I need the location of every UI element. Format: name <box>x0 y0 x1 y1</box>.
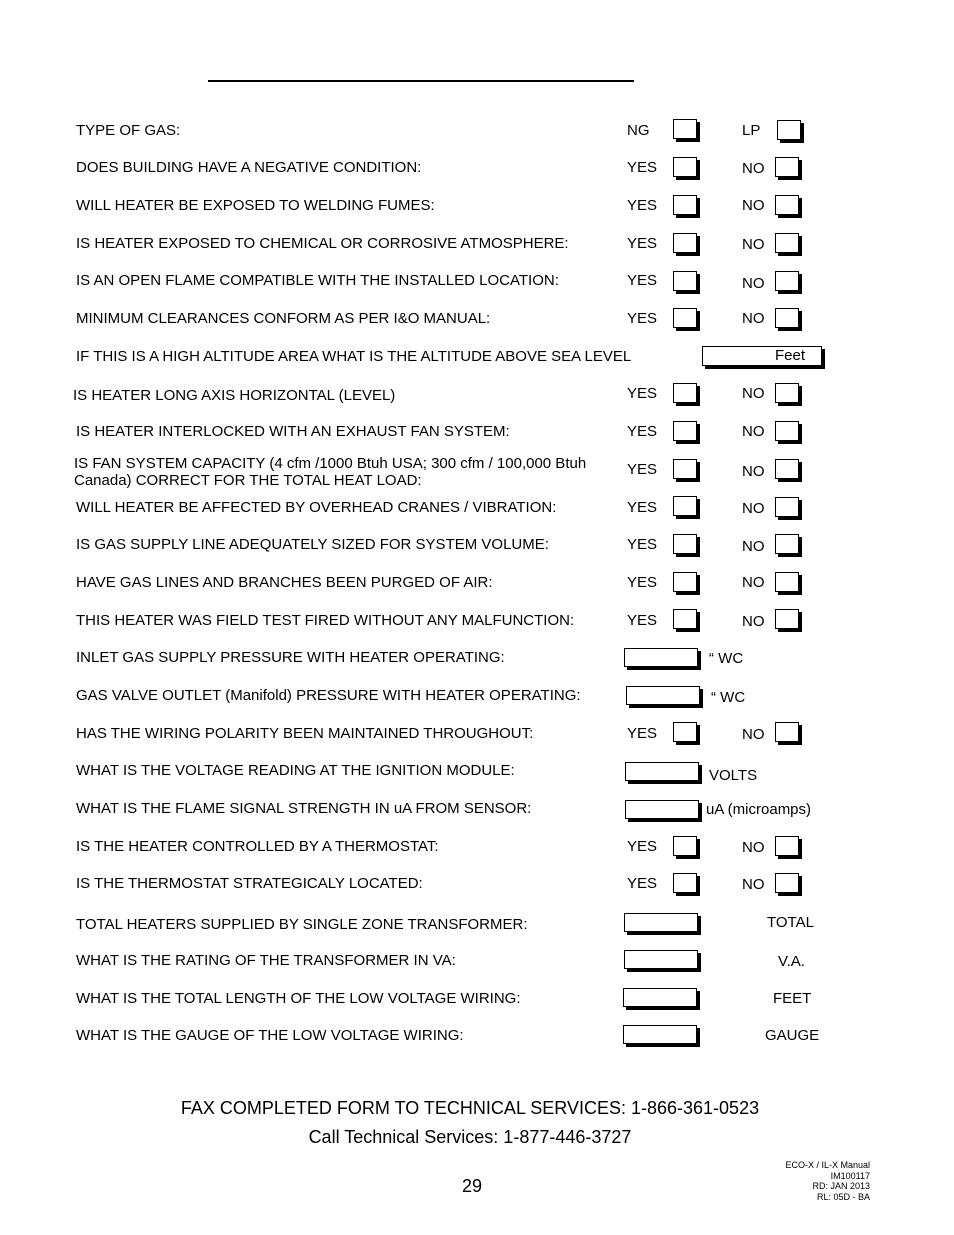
lp-checkbox[interactable] <box>777 120 801 140</box>
yes-checkbox[interactable] <box>673 271 697 291</box>
question-wiring-gauge: WHAT IS THE GAUGE OF THE LOW VOLTAGE WIRING: <box>76 1027 464 1044</box>
inlet-pressure-input[interactable] <box>624 648 698 667</box>
question-thermostat-location: IS THE THERMOSTAT STRATEGICALY LOCATED: <box>76 875 423 892</box>
question-flame-signal: WHAT IS THE FLAME SIGNAL STRENGTH IN uA FROM SENSOR: <box>76 800 532 817</box>
yes-label: YES <box>627 838 658 855</box>
altitude-input[interactable] <box>702 346 822 366</box>
question-negative-condition: DOES BUILDING HAVE A NEGATIVE CONDITION: <box>76 159 422 176</box>
no-label: NO <box>742 726 765 743</box>
yes-checkbox[interactable] <box>673 722 697 742</box>
yes-checkbox[interactable] <box>673 496 697 516</box>
option-ng-label: NG <box>627 122 650 139</box>
no-checkbox[interactable] <box>775 233 799 253</box>
yes-label: YES <box>627 159 658 176</box>
question-voltage: WHAT IS THE VOLTAGE READING AT THE IGNITION MODULE: <box>76 762 515 779</box>
question-outlet-pressure: GAS VALVE OUTLET (Manifold) PRESSURE WITH HEATER OPERATING: <box>76 687 581 704</box>
transformer-rating-input[interactable] <box>624 950 698 969</box>
no-checkbox[interactable] <box>775 722 799 742</box>
no-checkbox[interactable] <box>775 459 799 479</box>
yes-label: YES <box>627 310 658 327</box>
call-instruction: Call Technical Services: 1-877-446-3727 <box>308 1127 632 1147</box>
ng-checkbox[interactable] <box>673 119 697 139</box>
yes-label: YES <box>627 235 658 252</box>
wiring-length-unit: FEET <box>773 990 812 1007</box>
question-fan-capacity: IS FAN SYSTEM CAPACITY (4 cfm /1000 Btuh USA; 300 cfm / 100,000 Btuh Canada) CORRECT FOR THE TOTAL HEAT LOAD: <box>74 455 587 489</box>
yes-checkbox[interactable] <box>673 836 697 856</box>
no-label: NO <box>742 275 765 292</box>
yes-label: YES <box>627 461 658 478</box>
ref-line: RL: 05D - BA <box>816 1191 870 1202</box>
no-checkbox[interactable] <box>775 572 799 592</box>
no-checkbox[interactable] <box>775 873 799 893</box>
wiring-gauge-input[interactable] <box>623 1025 697 1044</box>
yes-label: YES <box>627 536 658 553</box>
question-wiring-length: WHAT IS THE TOTAL LENGTH OF THE LOW VOLTAGE WIRING: <box>76 990 521 1007</box>
yes-checkbox[interactable] <box>673 534 697 554</box>
no-checkbox[interactable] <box>775 609 799 629</box>
no-checkbox[interactable] <box>775 497 799 517</box>
voltage-unit: VOLTS <box>709 767 758 784</box>
yes-label: YES <box>627 574 658 591</box>
no-checkbox[interactable] <box>775 157 799 177</box>
ref-line: RD: JAN 2013 <box>812 1181 870 1191</box>
yes-checkbox[interactable] <box>673 459 697 479</box>
question-transformer-rating: WHAT IS THE RATING OF THE TRANSFORMER IN VA: <box>76 952 456 969</box>
outlet-pressure-unit: “ WC <box>711 689 746 706</box>
yes-checkbox[interactable] <box>673 609 697 629</box>
no-label: NO <box>742 310 765 327</box>
yes-checkbox[interactable] <box>673 421 697 441</box>
question-cranes: WILL HEATER BE AFFECTED BY OVERHEAD CRANES / VIBRATION: <box>76 499 557 516</box>
no-label: NO <box>742 236 765 253</box>
yes-label: YES <box>627 385 658 402</box>
question-test-fired: THIS HEATER WAS FIELD TEST FIRED WITHOUT ANY MALFUNCTION: <box>76 612 575 629</box>
question-inlet-pressure: INLET GAS SUPPLY PRESSURE WITH HEATER OPERATING: <box>76 649 505 666</box>
no-label: NO <box>742 876 765 893</box>
no-label: NO <box>742 160 765 177</box>
flame-signal-unit: uA (microamps) <box>706 801 812 818</box>
question-welding-fumes: WILL HEATER BE EXPOSED TO WELDING FUMES: <box>76 197 435 214</box>
yes-label: YES <box>627 197 658 214</box>
no-label: NO <box>742 500 765 517</box>
no-checkbox[interactable] <box>775 271 799 291</box>
no-checkbox[interactable] <box>775 534 799 554</box>
question-total-heaters: TOTAL HEATERS SUPPLIED BY SINGLE ZONE TRANSFORMER: <box>76 916 528 933</box>
document-reference <box>785 1160 870 1202</box>
no-label: NO <box>742 538 765 555</box>
yes-checkbox[interactable] <box>673 195 697 215</box>
no-label: NO <box>742 423 765 440</box>
inlet-pressure-unit: “ WC <box>709 650 744 667</box>
question-gas-supply: IS GAS SUPPLY LINE ADEQUATELY SIZED FOR SYSTEM VOLUME: <box>76 536 549 553</box>
question-clearances: MINIMUM CLEARANCES CONFORM AS PER I&O MANUAL: <box>76 310 491 327</box>
yes-checkbox[interactable] <box>673 572 697 592</box>
yes-checkbox[interactable] <box>673 233 697 253</box>
question-chemical: IS HEATER EXPOSED TO CHEMICAL OR CORROSIVE ATMOSPHERE: <box>76 235 569 252</box>
option-lp-label: LP <box>742 122 761 139</box>
total-heaters-input[interactable] <box>624 913 698 932</box>
fax-instruction: FAX COMPLETED FORM TO TECHNICAL SERVICES: 1-866-361-0523 <box>180 1098 760 1118</box>
yes-checkbox[interactable] <box>673 157 697 177</box>
no-label: NO <box>742 197 765 214</box>
yes-label: YES <box>627 499 658 516</box>
no-checkbox[interactable] <box>775 195 799 215</box>
question-altitude: IF THIS IS A HIGH ALTITUDE AREA WHAT IS THE ALTITUDE ABOVE SEA LEVEL <box>76 348 632 365</box>
yes-checkbox[interactable] <box>673 308 697 328</box>
total-heaters-unit: TOTAL <box>767 914 814 931</box>
wiring-length-input[interactable] <box>623 988 697 1007</box>
title-underline <box>208 80 634 82</box>
no-label: NO <box>742 839 765 856</box>
no-checkbox[interactable] <box>775 836 799 856</box>
yes-label: YES <box>627 725 658 742</box>
transformer-rating-unit: V.A. <box>778 953 805 970</box>
question-purged: HAVE GAS LINES AND BRANCHES BEEN PURGED OF AIR: <box>76 574 493 591</box>
voltage-input[interactable] <box>625 762 699 781</box>
no-label: NO <box>742 463 765 480</box>
yes-label: YES <box>627 875 658 892</box>
yes-label: YES <box>627 272 658 289</box>
no-label: NO <box>742 613 765 630</box>
question-open-flame: IS AN OPEN FLAME COMPATIBLE WITH THE INSTALLED LOCATION: <box>76 272 559 289</box>
question-thermostat: IS THE HEATER CONTROLLED BY A THERMOSTAT: <box>76 838 439 855</box>
yes-checkbox[interactable] <box>673 873 697 893</box>
question-gas-type: TYPE OF GAS: <box>76 122 181 139</box>
question-interlocked: IS HEATER INTERLOCKED WITH AN EXHAUST FAN SYSTEM: <box>76 423 510 440</box>
altitude-unit: Feet <box>774 347 805 364</box>
yes-label: YES <box>627 612 658 629</box>
outlet-pressure-input[interactable] <box>626 686 700 705</box>
flame-signal-input[interactable] <box>625 800 699 819</box>
page-number: 29 <box>462 1176 483 1196</box>
question-polarity: HAS THE WIRING POLARITY BEEN MAINTAINED THROUGHOUT: <box>76 725 534 742</box>
ref-line: IM100117 <box>830 1170 870 1181</box>
yes-label: YES <box>627 423 658 440</box>
wiring-gauge-unit: GAUGE <box>765 1027 820 1044</box>
no-checkbox[interactable] <box>775 383 799 403</box>
question-long-axis: IS HEATER LONG AXIS HORIZONTAL (LEVEL) <box>73 387 396 404</box>
no-label: NO <box>742 385 765 402</box>
no-checkbox[interactable] <box>775 421 799 441</box>
no-checkbox[interactable] <box>775 308 799 328</box>
yes-checkbox[interactable] <box>673 383 697 403</box>
no-label: NO <box>742 574 765 591</box>
ref-line: ECO-X / IL-X Manual <box>785 1160 870 1170</box>
